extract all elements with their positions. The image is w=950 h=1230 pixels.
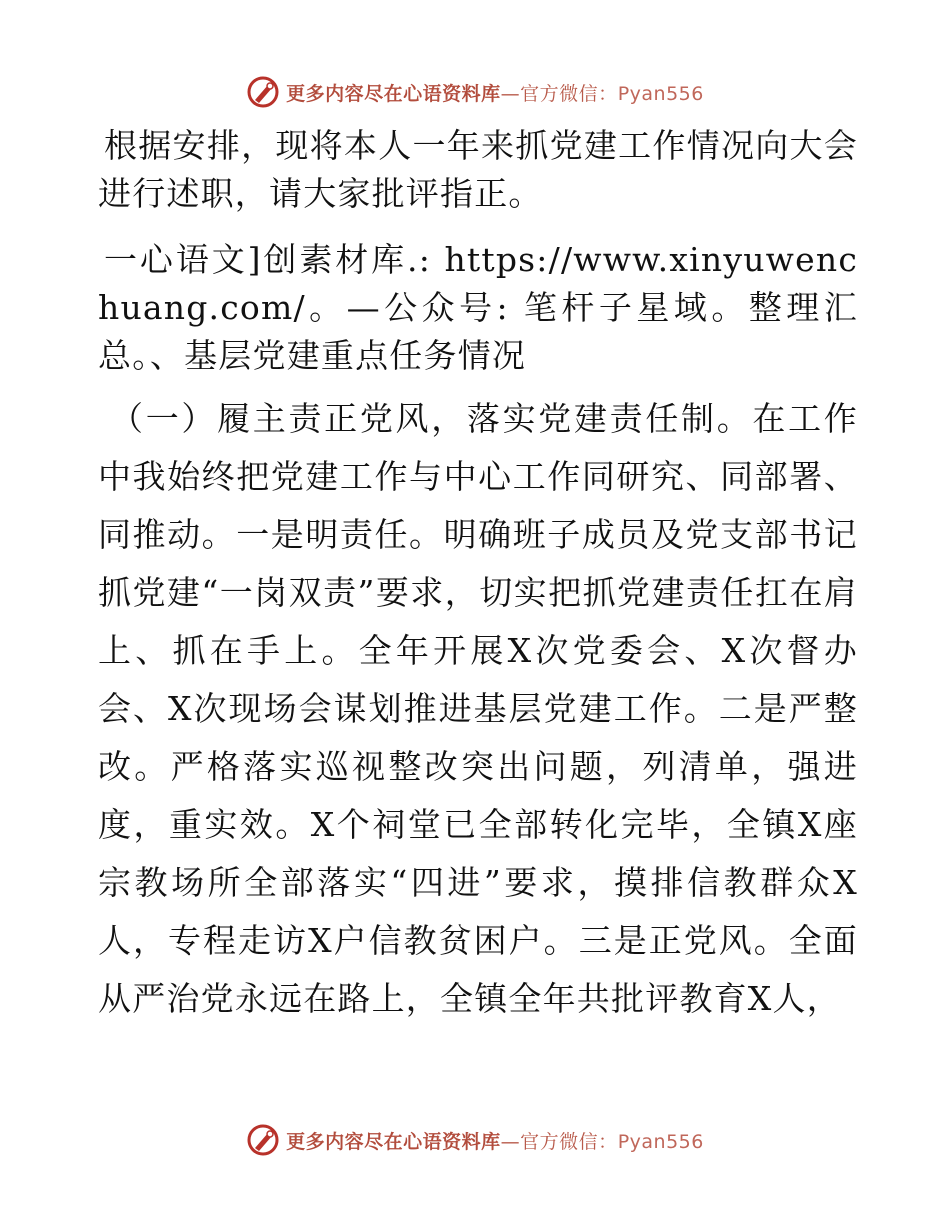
header-banner-dash: —: [500, 82, 521, 105]
header-banner-main: 更多内容尽在心语资料库: [286, 82, 501, 105]
paragraph-section-one: （一）履主责正党风，落实党建责任制。在工作中我始终把党建工作与中心工作同研究、同部署、同推动。一是明责任。明确班子成员及党支部书记抓党建“一岗双责”要求，切实把抓党建责任扛在肩上、抓在手上。全年开展X次党委会、X次督办会、X次现场会谋划推进基层党建工作。二是严整改。严格落实巡视整改突出问题，列清单，强进度，重实效。X个祠堂已全部转化完毕，全镇X座宗教场所全部落实“四进”要求，摸排信教群众X人，专程走访X户信教贫困户。三是正党风。全面从严治党永远在路上，全镇全年共批评教育X人，: [98, 399, 858, 1018]
footer-banner-inner: [246, 1123, 704, 1157]
header-banner-text: [286, 79, 704, 106]
header-banner: [0, 70, 950, 114]
paragraph-source-note: 一心语文]创素材库.: https://www.xinyuwenchuang.com/。—公众号: 笔杆子星域。整理汇总。、基层党建重点任务情况: [98, 240, 858, 375]
header-banner-id: Pyan556: [617, 82, 704, 105]
footer-banner-text: [286, 1127, 704, 1154]
pen-nib-logo-icon: [246, 1123, 280, 1157]
pen-nib-logo-icon: [246, 75, 280, 109]
document-body: [98, 122, 858, 1028]
header-banner-side: 官方微信：: [520, 82, 618, 105]
footer-banner-id: Pyan556: [617, 1130, 704, 1153]
footer-banner: [0, 1118, 950, 1162]
paragraph-intro: 根据安排，现将本人一年来抓党建工作情况向大会进行述职，请大家批评指正。: [98, 126, 858, 213]
header-banner-inner: [246, 75, 704, 109]
footer-banner-main: 更多内容尽在心语资料库: [286, 1130, 501, 1153]
footer-banner-dash: —: [500, 1130, 521, 1153]
footer-banner-side: 官方微信：: [520, 1130, 618, 1153]
